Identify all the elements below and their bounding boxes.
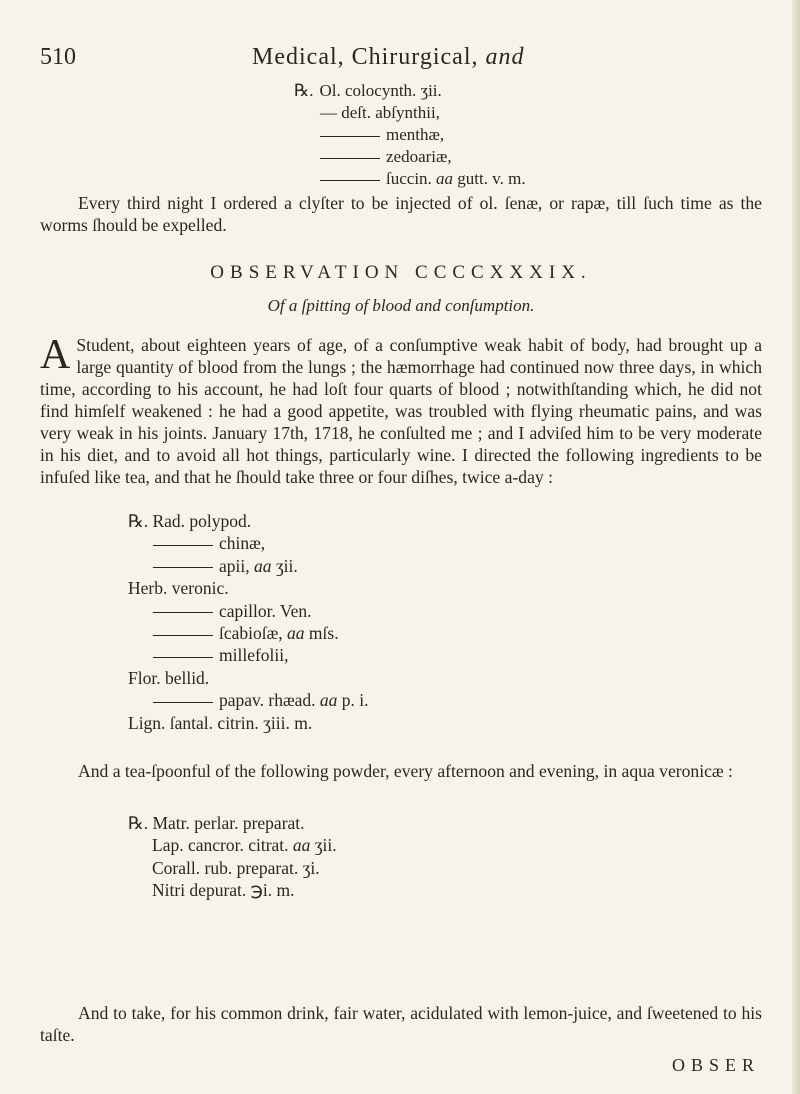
recipe-line <box>294 168 526 190</box>
paragraph-drink: And to take, for his common drink, fair water, acidulated with lemon-juice, and ſweetened to his taſte. <box>40 1003 762 1045</box>
recipe-text: papav. rhæad. <box>219 690 316 711</box>
running-head-main: Medical, Chirurgical, <box>252 44 479 70</box>
recipe-line <box>294 124 526 146</box>
recipe-line: Nitri depurat. ℈i. m. <box>152 880 295 901</box>
recipe-line <box>128 532 369 554</box>
recipe-line <box>128 689 369 711</box>
recipe-line <box>128 600 369 622</box>
page-edge <box>792 0 800 1094</box>
recipe-line: Corall. rub. preparat. ʒi. <box>152 857 320 878</box>
ditto-dash <box>153 702 213 703</box>
paragraph-case <box>40 334 762 488</box>
recipe-text: ſuccin. <box>386 169 432 188</box>
recipe-line: Flor. bellid. <box>128 667 210 688</box>
recipe-text: ſcabioſæ, <box>219 623 283 644</box>
ditto-dash <box>320 136 380 137</box>
ditto-dash <box>153 545 213 546</box>
recipe-line <box>128 622 369 644</box>
recipe-text: zedoariæ, <box>386 147 452 166</box>
recipe-text: Ol. colocynth. ʒii. <box>319 81 442 100</box>
recipe-1 <box>294 80 526 190</box>
recipe-line: Lign. ſantal. citrin. ʒiii. m. <box>128 712 313 733</box>
recipe-text: chinæ, <box>219 533 266 554</box>
observation-subtitle: Of a ſpitting of blood and conſumption. <box>267 296 535 315</box>
recipe-line: ℞. Rad. polypod. <box>128 511 252 531</box>
ditto-dash <box>153 612 213 613</box>
paragraph-powder: And a tea-ſpoonful of the following powder, every afternoon and evening, in aqua veronicæ : <box>78 761 733 781</box>
recipe-2 <box>128 510 369 734</box>
recipe-line <box>128 555 369 577</box>
aa-mark: aa <box>436 169 454 188</box>
aa-mark: aa <box>319 690 338 711</box>
aa-mark: aa <box>254 555 272 576</box>
recipe-line: Herb. veronic. <box>128 578 229 599</box>
catchword: OBSER <box>671 1055 760 1075</box>
ditto-dash <box>320 158 380 159</box>
ditto-dash <box>153 657 213 658</box>
recipe-dose: p. i. <box>341 690 369 711</box>
running-head <box>252 44 525 71</box>
recipe-text: — deſt. abſynthii, <box>320 103 440 122</box>
recipe-text: menthæ, <box>386 125 445 144</box>
recipe-dose: ʒii. <box>314 835 337 856</box>
ditto-dash <box>153 567 213 568</box>
paragraph-clyster: Every third night I ordered a clyſter to be injected of ol. ſenæ, or rapæ, till ſuch time as the worms ſhould be expelled. <box>40 193 762 235</box>
recipe-text: capillor. Ven. <box>219 600 312 621</box>
recipe-dose: mſs. <box>308 623 339 644</box>
observation-title: OBSERVATION CCCCXXXIX. <box>210 262 592 283</box>
drop-cap: A <box>40 332 71 378</box>
page-header <box>40 44 760 84</box>
ditto-dash <box>320 180 380 181</box>
recipe-line: ℞. Matr. perlar. preparat. <box>128 813 305 833</box>
recipe-dose: gutt. v. m. <box>457 169 526 188</box>
recipe-line <box>294 146 526 168</box>
recipe-symbol: ℞. <box>294 81 314 100</box>
recipe-line <box>294 80 526 102</box>
paragraph-case-text: Student, about eighteen years of age, of a conſumptive weak habit of body, had brought up a large quantity of blood from the lungs ; the hæmorrhage had continued now three days, in which time, according to his account, he had loſt four quarts of blood ; notwithſtanding which, he did not find himſelf weakened : he had a good appetite, was troubled with flying rheumatic pains, and was very weak in his joints. January 17th, 1718, he conſulted me ; and I adviſed him to be very moderate in his diet, and to avoid all hot things, particularly wine. I directed the following ingredients to be infuſed like tea, and that he ſhould take three or four diſhes, twice a-day : <box>40 335 762 487</box>
recipe-text: millefolii, <box>219 645 289 666</box>
recipe-dose: ʒii. <box>275 555 298 576</box>
recipe-line <box>128 834 337 856</box>
recipe-text: apii, <box>219 555 250 576</box>
aa-mark: aa <box>292 835 311 856</box>
recipe-text: Lap. cancror. citrat. <box>152 835 289 856</box>
running-head-and: and <box>485 44 525 70</box>
aa-mark: aa <box>287 623 305 644</box>
recipe-line <box>128 644 369 666</box>
ditto-dash <box>153 635 213 636</box>
recipe-3 <box>128 812 337 902</box>
recipe-line <box>294 102 526 124</box>
page-number: 510 <box>40 44 76 70</box>
